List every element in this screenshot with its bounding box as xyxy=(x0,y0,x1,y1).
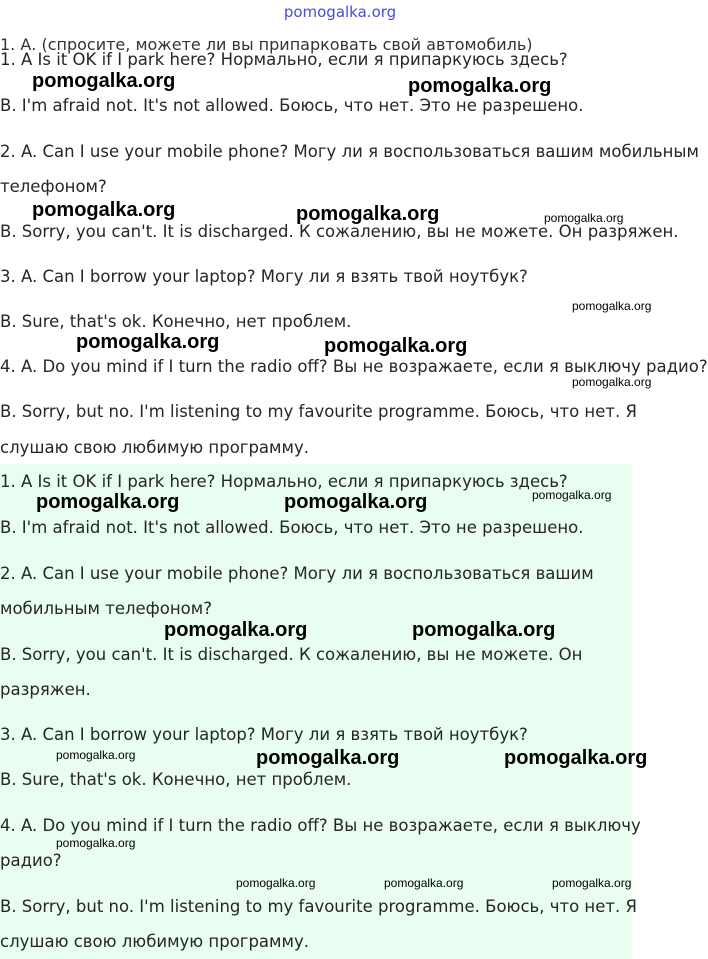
watermark: pomogalka.org xyxy=(284,491,428,513)
dialogue-line: слушаю свою любимую программу. xyxy=(0,932,309,951)
watermark: pomogalka.org xyxy=(552,876,632,890)
watermark: pomogalka.org xyxy=(384,876,464,890)
watermark: pomogalka.org xyxy=(296,203,440,225)
dialogue-line: B. I'm afraid not. It's not allowed. Боюсь, что нет. Это не разрешено. xyxy=(0,96,584,115)
dialogue-line: 2. A. Can I use your mobile phone? Могу ли я воспользоваться вашим мобильным xyxy=(0,142,699,161)
watermark: pomogalka.org xyxy=(56,748,136,762)
dialogue-line: B. I'm afraid not. It's not allowed. Боюсь, что нет. Это не разрешено. xyxy=(0,518,584,537)
watermark: pomogalka.org xyxy=(572,299,652,313)
watermark: pomogalka.org xyxy=(36,491,180,513)
dialogue-line: 3. A. Can I borrow your laptop? Могу ли я взять твой ноутбук? xyxy=(0,725,528,744)
dialogue-line: 1. A Is it OK if I park here? Нормально, если я припаркуюсь здесь? xyxy=(0,50,568,69)
dialogue-line: 3. A. Can I borrow your laptop? Могу ли я взять твой ноутбук? xyxy=(0,267,528,286)
dialogue-line: B. Sorry, but no. I'm listening to my favourite programme. Боюсь, что нет. Я xyxy=(0,897,637,916)
watermark: pomogalka.org xyxy=(572,375,652,389)
dialogue-line: слушаю свою любимую программу. xyxy=(0,438,309,457)
watermark: pomogalka.org xyxy=(256,747,400,769)
watermark: pomogalka.org xyxy=(56,836,136,850)
watermark: pomogalka.org xyxy=(32,199,176,221)
watermark: pomogalka.org xyxy=(544,211,624,225)
site-link[interactable]: pomogalka.org xyxy=(283,3,397,21)
dialogue-line: 2. A. Can I use your mobile phone? Могу ли я воспользоваться вашим xyxy=(0,564,594,583)
dialogue-line: телефоном? xyxy=(0,177,107,196)
watermark: pomogalka.org xyxy=(532,488,612,502)
watermark: pomogalka.org xyxy=(324,335,468,357)
watermark: pomogalka.org xyxy=(504,747,648,769)
watermark: pomogalka.org xyxy=(164,619,308,641)
dialogue-line: мобильным телефоном? xyxy=(0,599,212,618)
watermark: pomogalka.org xyxy=(236,876,316,890)
dialogue-line: B. Sure, that's ok. Конечно, нет проблем. xyxy=(0,770,352,789)
dialogue-line: радио? xyxy=(0,851,62,870)
dialogue-line: 4. A. Do you mind if I turn the radio off? Вы не возражаете, если я выключу радио? xyxy=(0,357,708,376)
dialogue-line: B. Sorry, you can't. It is discharged. К сожалению, вы не можете. Он xyxy=(0,645,583,664)
dialogue-line: 4. A. Do you mind if I turn the radio off? Вы не возражаете, если я выключу xyxy=(0,816,641,835)
dialogue-line: B. Sorry, but no. I'm listening to my favourite programme. Боюсь, что нет. Я xyxy=(0,402,637,421)
dialogue-line: B. Sure, that's ok. Конечно, нет проблем. xyxy=(0,312,352,331)
dialogue-line: разряжен. xyxy=(0,680,91,699)
watermark: pomogalka.org xyxy=(408,75,552,97)
cut-off-line: 1. А. (спросите, можете ли вы припарковать свой автомобиль) xyxy=(0,35,533,54)
watermark: pomogalka.org xyxy=(412,619,556,641)
watermark: pomogalka.org xyxy=(32,70,176,92)
dialogue-line: 1. A Is it OK if I park here? Нормально, если я припаркуюсь здесь? xyxy=(0,472,568,491)
dialogue-line: B. Sorry, you can't. It is discharged. К сожалению, вы не можете. Он разряжен. xyxy=(0,222,679,241)
watermark: pomogalka.org xyxy=(76,331,220,353)
